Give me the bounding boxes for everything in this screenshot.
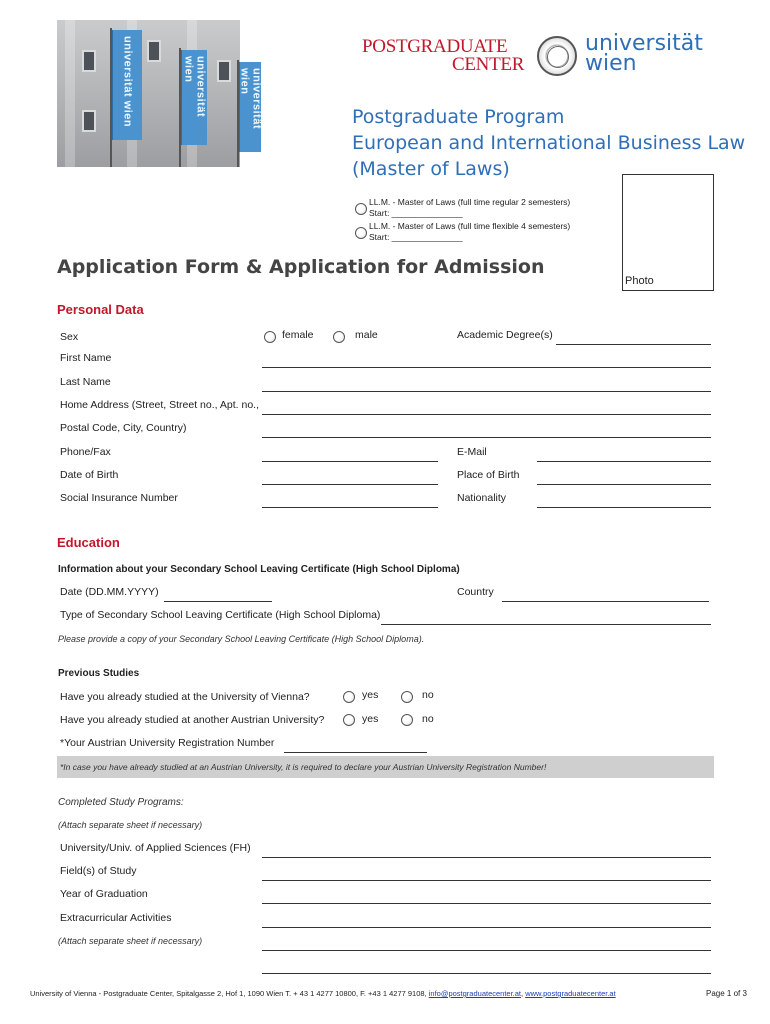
program-line: Postgraduate Program (352, 106, 565, 128)
cert-date-field[interactable] (164, 601, 272, 602)
fields-label: Field(s) of Study (60, 865, 137, 877)
option-start: Start: _______________ (369, 232, 463, 242)
yes-label: yes (362, 713, 379, 725)
home-address-field[interactable] (262, 414, 711, 415)
last-name-field[interactable] (262, 391, 711, 392)
photo-label: Photo (625, 275, 654, 287)
nationality-label: Nationality (457, 492, 507, 504)
registration-field[interactable] (284, 752, 427, 753)
cert-type-label: Type of Secondary School Leaving Certificate (High School Diploma) (60, 609, 381, 621)
footer (30, 989, 616, 998)
graduation-field[interactable] (262, 903, 711, 904)
vienna-no-radio[interactable] (401, 691, 413, 703)
university-seal-icon (537, 36, 577, 76)
form-title: Application Form & Application for Admission (57, 256, 545, 278)
cert-country-label: Country (457, 586, 494, 598)
cert-country-field[interactable] (502, 601, 709, 602)
page-number: Page 1 of 3 (706, 989, 747, 998)
question-vienna-label: Have you already studied at the University of Vienna? (60, 691, 310, 703)
austrian-no-radio[interactable] (401, 714, 413, 726)
personal-data-heading: Personal Data (57, 302, 144, 317)
banner-text: universität wien (238, 68, 263, 130)
dob-field[interactable] (262, 484, 438, 485)
program-line: (Master of Laws) (352, 158, 510, 180)
header-photo (57, 20, 263, 167)
banner-text: universität wien (121, 36, 134, 128)
pob-field[interactable] (537, 484, 711, 485)
vienna-yes-radio[interactable] (343, 691, 355, 703)
pob-label: Place of Birth (457, 469, 520, 481)
logo-line: POSTGRADUATE (362, 36, 508, 57)
academic-degree-label: Academic Degree(s) (457, 329, 553, 341)
previous-studies-heading: Previous Studies (58, 668, 140, 679)
fields-field[interactable] (262, 880, 711, 881)
question-austrian-label: Have you already studied at another Austrian University? (60, 714, 325, 726)
option-label: LL.M. - Master of Laws (full time regular 2 semesters) (369, 197, 571, 207)
phone-field[interactable] (262, 461, 438, 462)
cert-type-field[interactable] (381, 624, 711, 625)
photo-box[interactable] (622, 174, 714, 291)
university-label: University/Univ. of Applied Sciences (FH) (60, 842, 251, 854)
program-option-flexible (369, 221, 570, 243)
logo-line: wien (585, 51, 637, 76)
first-name-label: First Name (60, 352, 112, 364)
program-option-regular-radio[interactable] (355, 203, 367, 215)
email-field[interactable] (537, 461, 711, 462)
registration-label: *Your Austrian University Registration Number (60, 737, 275, 749)
footer-email-link[interactable]: info@postgraduatecenter.at (428, 989, 522, 998)
graduation-label: Year of Graduation (60, 888, 148, 900)
extracurricular-field[interactable] (262, 927, 711, 928)
banner-text: universität wien (182, 56, 207, 118)
footer-website-link[interactable]: www.postgraduatecenter.at (525, 989, 616, 998)
female-radio[interactable] (264, 331, 276, 343)
logo-line: universität (585, 31, 703, 56)
option-start: Start: _______________ (369, 208, 463, 218)
male-radio[interactable] (333, 331, 345, 343)
postal-field[interactable] (262, 437, 711, 438)
no-label: no (422, 689, 434, 701)
ssn-field[interactable] (262, 507, 438, 508)
completed-programs-label: Completed Study Programs: (58, 797, 184, 808)
attach-note-2: (Attach separate sheet if necessary) (58, 936, 203, 946)
dob-label: Date of Birth (60, 469, 119, 481)
nationality-field[interactable] (537, 507, 711, 508)
postal-label: Postal Code, City, Country) (60, 422, 187, 434)
attach-note: (Attach separate sheet if necessary) (58, 820, 203, 830)
program-line: European and International Business Law (352, 132, 746, 154)
registration-note: *In case you have already studied at an Austrian University, it is required to declare your Austrian University Registration Number! (60, 762, 547, 772)
footer-separator: , (521, 989, 524, 998)
austrian-yes-radio[interactable] (343, 714, 355, 726)
no-label: no (422, 713, 434, 725)
option-label: LL.M. - Master of Laws (full time flexible 4 semesters) (369, 221, 571, 231)
ssn-label: Social Insurance Number (60, 492, 178, 504)
education-heading: Education (57, 535, 120, 550)
university-vienna-logo (585, 31, 703, 76)
phone-label: Phone/Fax (60, 446, 111, 458)
cert-heading: Information about your Secondary School Leaving Certificate (High School Diploma) (58, 564, 460, 575)
extracurricular-label: Extracurricular Activities (60, 912, 172, 924)
cert-date-label: Date (DD.MM.YYYY) (60, 586, 159, 598)
academic-degree-field[interactable] (556, 344, 711, 345)
extracurricular-field-3[interactable] (262, 973, 711, 974)
program-title (352, 104, 745, 182)
home-address-label: Home Address (Street, Street no., Apt. no., (60, 399, 260, 411)
email-label: E-Mail (457, 446, 487, 458)
yes-label: yes (362, 689, 379, 701)
sex-label: Sex (60, 331, 79, 343)
program-option-regular (369, 197, 570, 219)
logo-line: CENTER (452, 54, 525, 75)
extracurricular-field-2[interactable] (262, 950, 711, 951)
last-name-label: Last Name (60, 376, 111, 388)
university-field[interactable] (262, 857, 711, 858)
postgraduate-center-logo (362, 38, 524, 74)
male-label: male (355, 329, 378, 341)
copy-note: Please provide a copy of your Secondary School Leaving Certificate (High School Diploma). (58, 634, 425, 644)
program-option-flexible-radio[interactable] (355, 227, 367, 239)
female-label: female (282, 329, 314, 341)
footer-address: University of Vienna - Postgraduate Center, Spitalgasse 2, Hof 1, 1090 Wien T. + 43 1 4277 10800, F. +43 1 4277 9108, (30, 989, 427, 998)
first-name-field[interactable] (262, 367, 711, 368)
